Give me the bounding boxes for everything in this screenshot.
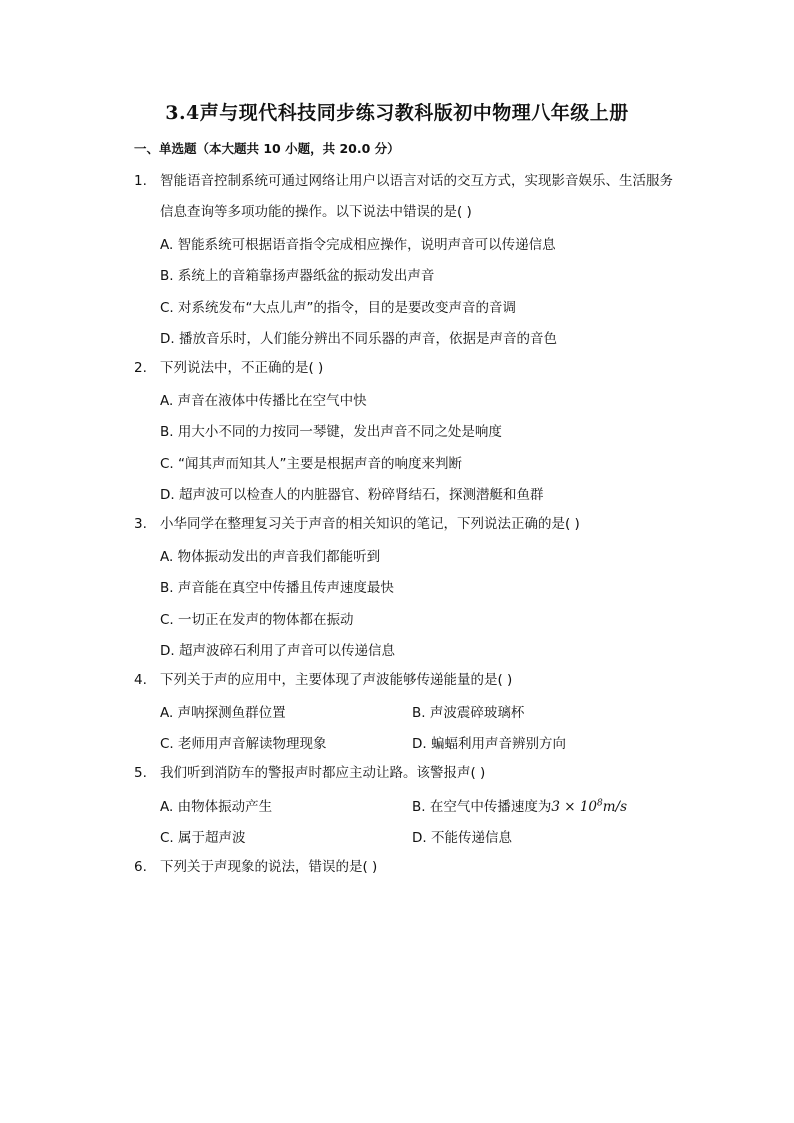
question-number: 3.	[134, 516, 147, 532]
question-number: 5.	[134, 765, 147, 781]
option-b: B. 系统上的音箱靠扬声器纸盆的振动发出声音	[160, 268, 435, 284]
option-c: C. 一切正在发声的物体都在振动	[160, 612, 354, 628]
question-number: 1.	[134, 173, 147, 189]
option-c: C. “闻其声而知其人”主要是根据声音的响度来判断	[160, 456, 462, 472]
question-stem: 智能语音控制系统可通过网络让用户以语言对话的交互方式，实现影音娱乐、生活服务信息查询等多项功能的操作。以下说法中错误的是( )	[160, 173, 673, 220]
page-title: 3.4声与现代科技同步练习教科版初中物理八年级上册	[165, 102, 629, 124]
option-b: B. 声音能在真空中传播且传声速度最快	[160, 580, 394, 596]
formula-base: 3 × 10	[551, 799, 598, 815]
option-d: D. 超声波可以检查人的内脏器官、粉碎肾结石，探测潜艇和鱼群	[160, 487, 544, 503]
option-a: A. 智能系统可根据语音指令完成相应操作，说明声音可以传递信息	[160, 237, 556, 253]
question-number: 4.	[134, 672, 147, 688]
option-b: B. 声波震碎玻璃杯	[412, 705, 525, 721]
speed-formula	[551, 799, 627, 815]
option-c: C. 对系统发布“大点儿声”的指令，目的是要改变声音的音调	[160, 300, 516, 316]
formula-unit: m/s	[602, 799, 628, 815]
option-d: D. 不能传递信息	[412, 830, 512, 846]
question-1	[134, 166, 674, 228]
question-stem: 下列关于声的应用中，主要体现了声波能够传递能量的是( )	[160, 672, 513, 688]
question-stem: 下列说法中，不正确的是( )	[160, 360, 324, 376]
option-b-text: B. 在空气中传播速度为	[412, 799, 552, 815]
question-stem: 小华同学在整理复习关于声音的相关知识的笔记，下列说法正确的是( )	[160, 516, 580, 532]
option-a: A. 物体振动发出的声音我们都能听到	[160, 549, 381, 565]
option-c: C. 老师用声音解读物理现象	[160, 736, 327, 752]
formula-exponent: 8	[597, 798, 603, 809]
option-a: A. 由物体振动产生	[160, 799, 273, 815]
question-4	[134, 665, 674, 696]
question-number: 6.	[134, 859, 147, 875]
option-b: B. 用大小不同的力按同一琴键，发出声音不同之处是响度	[160, 424, 502, 440]
question-2	[134, 353, 674, 384]
question-6	[134, 852, 674, 883]
option-d: D. 蝙蝠利用声音辨别方向	[412, 736, 566, 752]
question-5	[134, 758, 674, 789]
question-3	[134, 509, 674, 540]
option-d: D. 播放音乐时，人们能分辨出不同乐器的声音，依据是声音的音色	[160, 331, 557, 347]
option-b	[412, 795, 627, 815]
option-a: A. 声音在液体中传播比在空气中快	[160, 393, 367, 409]
option-a: A. 声呐探测鱼群位置	[160, 705, 286, 721]
option-c: C. 属于超声波	[160, 830, 246, 846]
question-number: 2.	[134, 360, 147, 376]
section-heading: 一、单选题（本大题共 10 小题，共 20.0 分）	[134, 141, 400, 156]
question-stem: 我们听到消防车的警报声时都应主动让路。该警报声( )	[160, 765, 486, 781]
question-stem: 下列关于声现象的说法，错误的是( )	[160, 859, 378, 875]
option-d: D. 超声波碎石利用了声音可以传递信息	[160, 643, 395, 659]
